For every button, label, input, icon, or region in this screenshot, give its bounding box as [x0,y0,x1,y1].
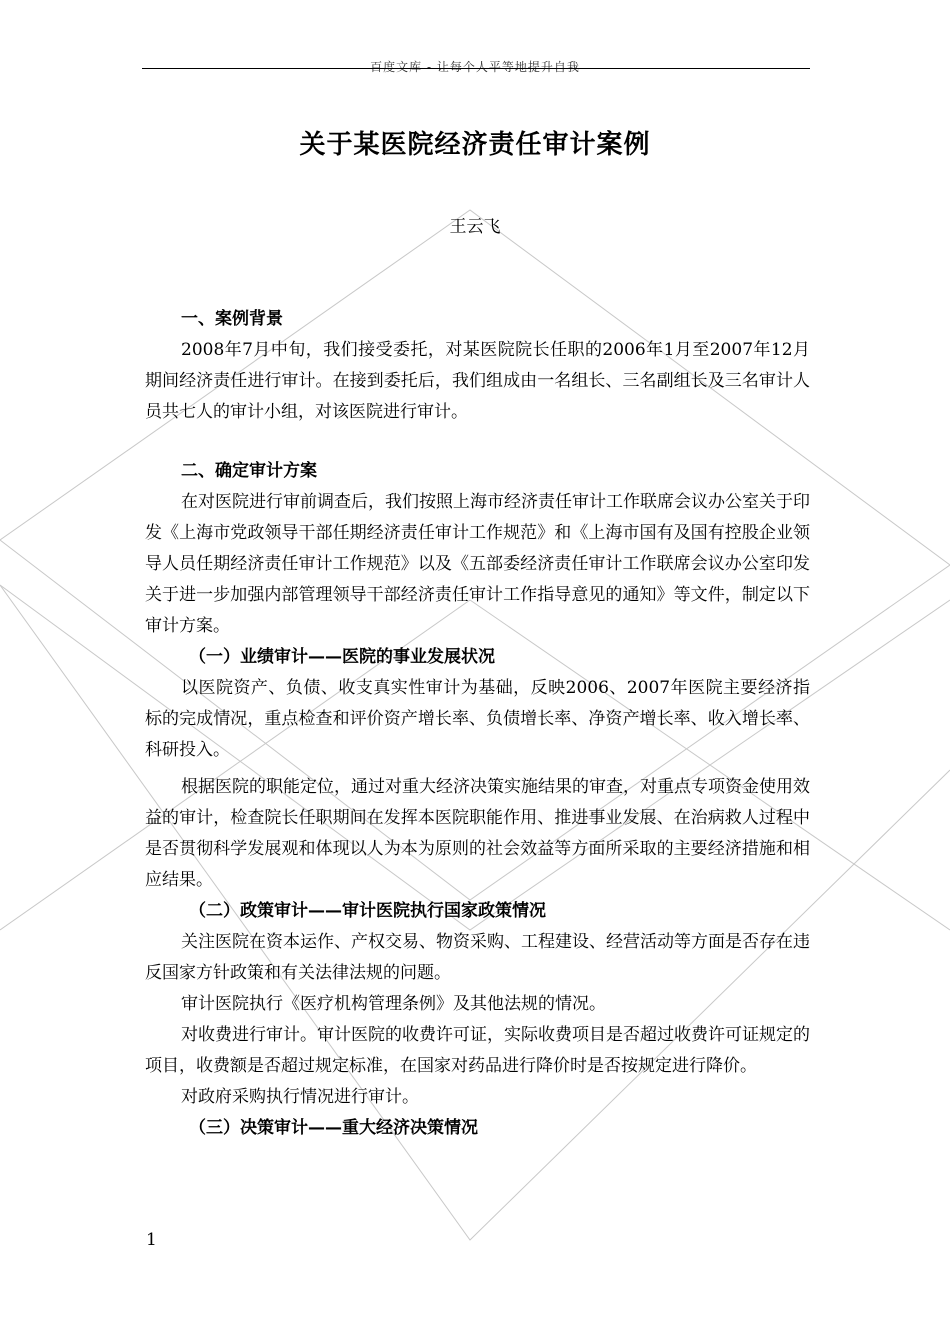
author: 王云飞 [449,217,501,237]
page-number: 1 [146,1230,157,1250]
paragraph: 审计医院执行《医疗机构管理条例》及其他法规的情况。 [181,994,606,1014]
paragraph: 关注医院在资本运作、产权交易、物资采购、工程建设、经营活动等方面是否存在违反国家方针政策和有关法律法规的问题。 [145,932,810,983]
section-heading-background: 一、案例背景 [181,309,283,329]
paragraph: 对政府采购执行情况进行审计。 [181,1087,419,1107]
header-rule [142,68,810,69]
paragraph: 以医院资产、负债、收支真实性审计为基础，反映2006、2007年医院主要经济指标的完成情况，重点检查和评价资产增长率、负债增长率、净资产增长率、收入增长率、科研投入。 [145,678,810,760]
paragraph: 在对医院进行审前调查后，我们按照上海市经济责任审计工作联席会议办公室关于印发《上海市党政领导干部任期经济责任审计工作规范》和《上海市国有及国有控股企业领导人员任期经济责任审计工作规范》以及《五部委经济责任审计工作联席会议办公室印发关于进一步加强内部管理领导干部经济责任审计工作指导意见的通知》等文件，制定以下审计方案。 [145,492,810,636]
subsection-heading-decision-audit: （三）决策审计——重大经济决策情况 [189,1118,478,1138]
subsection-heading-policy-audit: （二）政策审计——审计医院执行国家政策情况 [189,901,546,921]
section-heading-audit-plan: 二、确定审计方案 [181,461,317,481]
paragraph: 2008年7月中旬，我们接受委托，对某医院院长任职的2006年1月至2007年12月期间经济责任进行审计。在接到委托后，我们组成由一名组长、三名副组长及三名审计人员共七人的审计小组，对该医院进行审计。 [145,340,810,422]
document-body [145,304,810,1144]
subsection-heading-performance-audit: （一）业绩审计——医院的事业发展状况 [189,647,495,667]
page-header: 百度文库 - 让每个人平等地提升自我 [370,60,580,74]
paragraph: 对收费进行审计。审计医院的收费许可证，实际收费项目是否超过收费许可证规定的项目，收费额是否超过规定标准，在国家对药品进行降价时是否按规定进行降价。 [145,1025,810,1076]
paragraph: 根据医院的职能定位，通过对重大经济决策实施结果的审查，对重点专项资金使用效益的审计，检查院长任职期间在发挥本医院职能作用、推进事业发展、在治病救人过程中是否贯彻科学发展观和体现以人为本为原则的社会效益等方面所采取的主要经济措施和相应结果。 [145,777,810,890]
document-title: 关于某医院经济责任审计案例 [299,130,651,160]
